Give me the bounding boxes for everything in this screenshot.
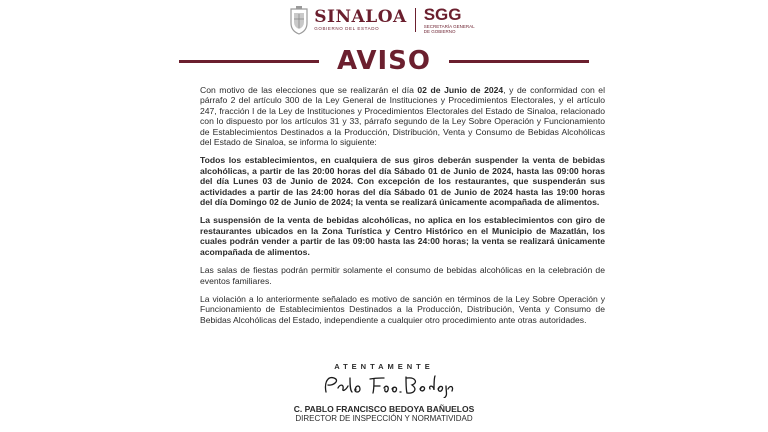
title-rule-right xyxy=(449,60,589,63)
title-row xyxy=(0,46,768,76)
paragraph-suspension: Todos los establecimientos, en cualquiera de sus giros deberán suspender la venta de bebidas alcohólicas, a partir de las 20:00 horas del día Sábado 01 de Junio de 2024, hasta las 09:00 horas del día Lunes 03 de Junio de 2024. Con excepción de los restaurantes, que suspenderán sus actividades a partir de las 24:00 horas del día Sábado 01 de Junio de 2024 hasta las 19:00 horas del día Domingo 02 de Junio de 2024; la venta se realizará únicamente acompañada de alimentos. xyxy=(200,155,605,208)
closing-block xyxy=(250,362,518,424)
header-divider xyxy=(415,8,416,32)
notice-body xyxy=(200,85,605,333)
state-crest-icon xyxy=(288,5,310,35)
paragraph-exception: La suspensión de la venta de bebidas alcohólicas, no aplica en los establecimientos con giro de restaurantes ubicados en la Zona Turística y Centro Histórico en el Municipio de Mazatlán, los cuales podrán vender a partir de las 09:00 hasta las 24:00 horas; la venta se realizará únicamente acompañada de alimentos. xyxy=(200,215,605,257)
brand-subtitle: GOBIERNO DEL ESTADO xyxy=(314,26,380,31)
agency-subtitle: SECRETARÍA GENERAL DE GOBIERNO xyxy=(423,24,475,34)
signature xyxy=(314,372,454,398)
header xyxy=(0,5,768,35)
brand-name: SINALOA xyxy=(314,7,407,27)
election-date: 02 de Junio de 2024 xyxy=(417,85,504,95)
agency-block xyxy=(424,6,480,34)
title-rule-left xyxy=(179,60,319,63)
intro-text-a: Con motivo de las elecciones que se realizarán el día xyxy=(200,85,418,95)
agency-name: SGG xyxy=(423,5,462,24)
page-title: AVISO xyxy=(337,46,431,76)
signer-role: DIRECTOR DE INSPECCIÓN Y NORMATIVIDAD xyxy=(295,414,473,423)
intro-text-b: , y de conformidad con el párrafo 2 del artículo 300 de la Ley General de Instituciones y Procedimientos Electorales, y el artículo 247, fracción I de la Ley de Instituciones y Procedimientos Electorales del Estado de Sinaloa, relacionado con lo dispuesto por los artículos 31 y 33, párrafo segundo de la Ley Sobre Operación y Funcionamiento de Establecimientos Destinados a la Producción, Distribución, Venta y Consumo de Bebidas Alcohólicas del Estado de Sinaloa, se informa lo siguiente: xyxy=(200,85,605,148)
paragraph-sanctions: La violación a lo anteriormente señalado es motivo de sanción en términos de la Ley Sobre Operación y Funcionamiento de Establecimientos Destinados a la Producción, Distribución, Venta y Consumo de Bebidas Alcohólicas del Estado, independiente a cualquier otro procedimiento ante otras autoridades. xyxy=(200,293,605,325)
signer-name: C. PABLO FRANCISCO BEDOYA BAÑUELOS xyxy=(293,404,475,414)
paragraph-intro xyxy=(200,85,605,147)
brand-block xyxy=(314,8,406,32)
closing-atentamente: ATENTAMENTE xyxy=(334,362,434,371)
paragraph-event-halls: Las salas de fiestas podrán permitir solamente el consumo de bebidas alcohólicas en la celebración de eventos familiares. xyxy=(200,265,605,286)
